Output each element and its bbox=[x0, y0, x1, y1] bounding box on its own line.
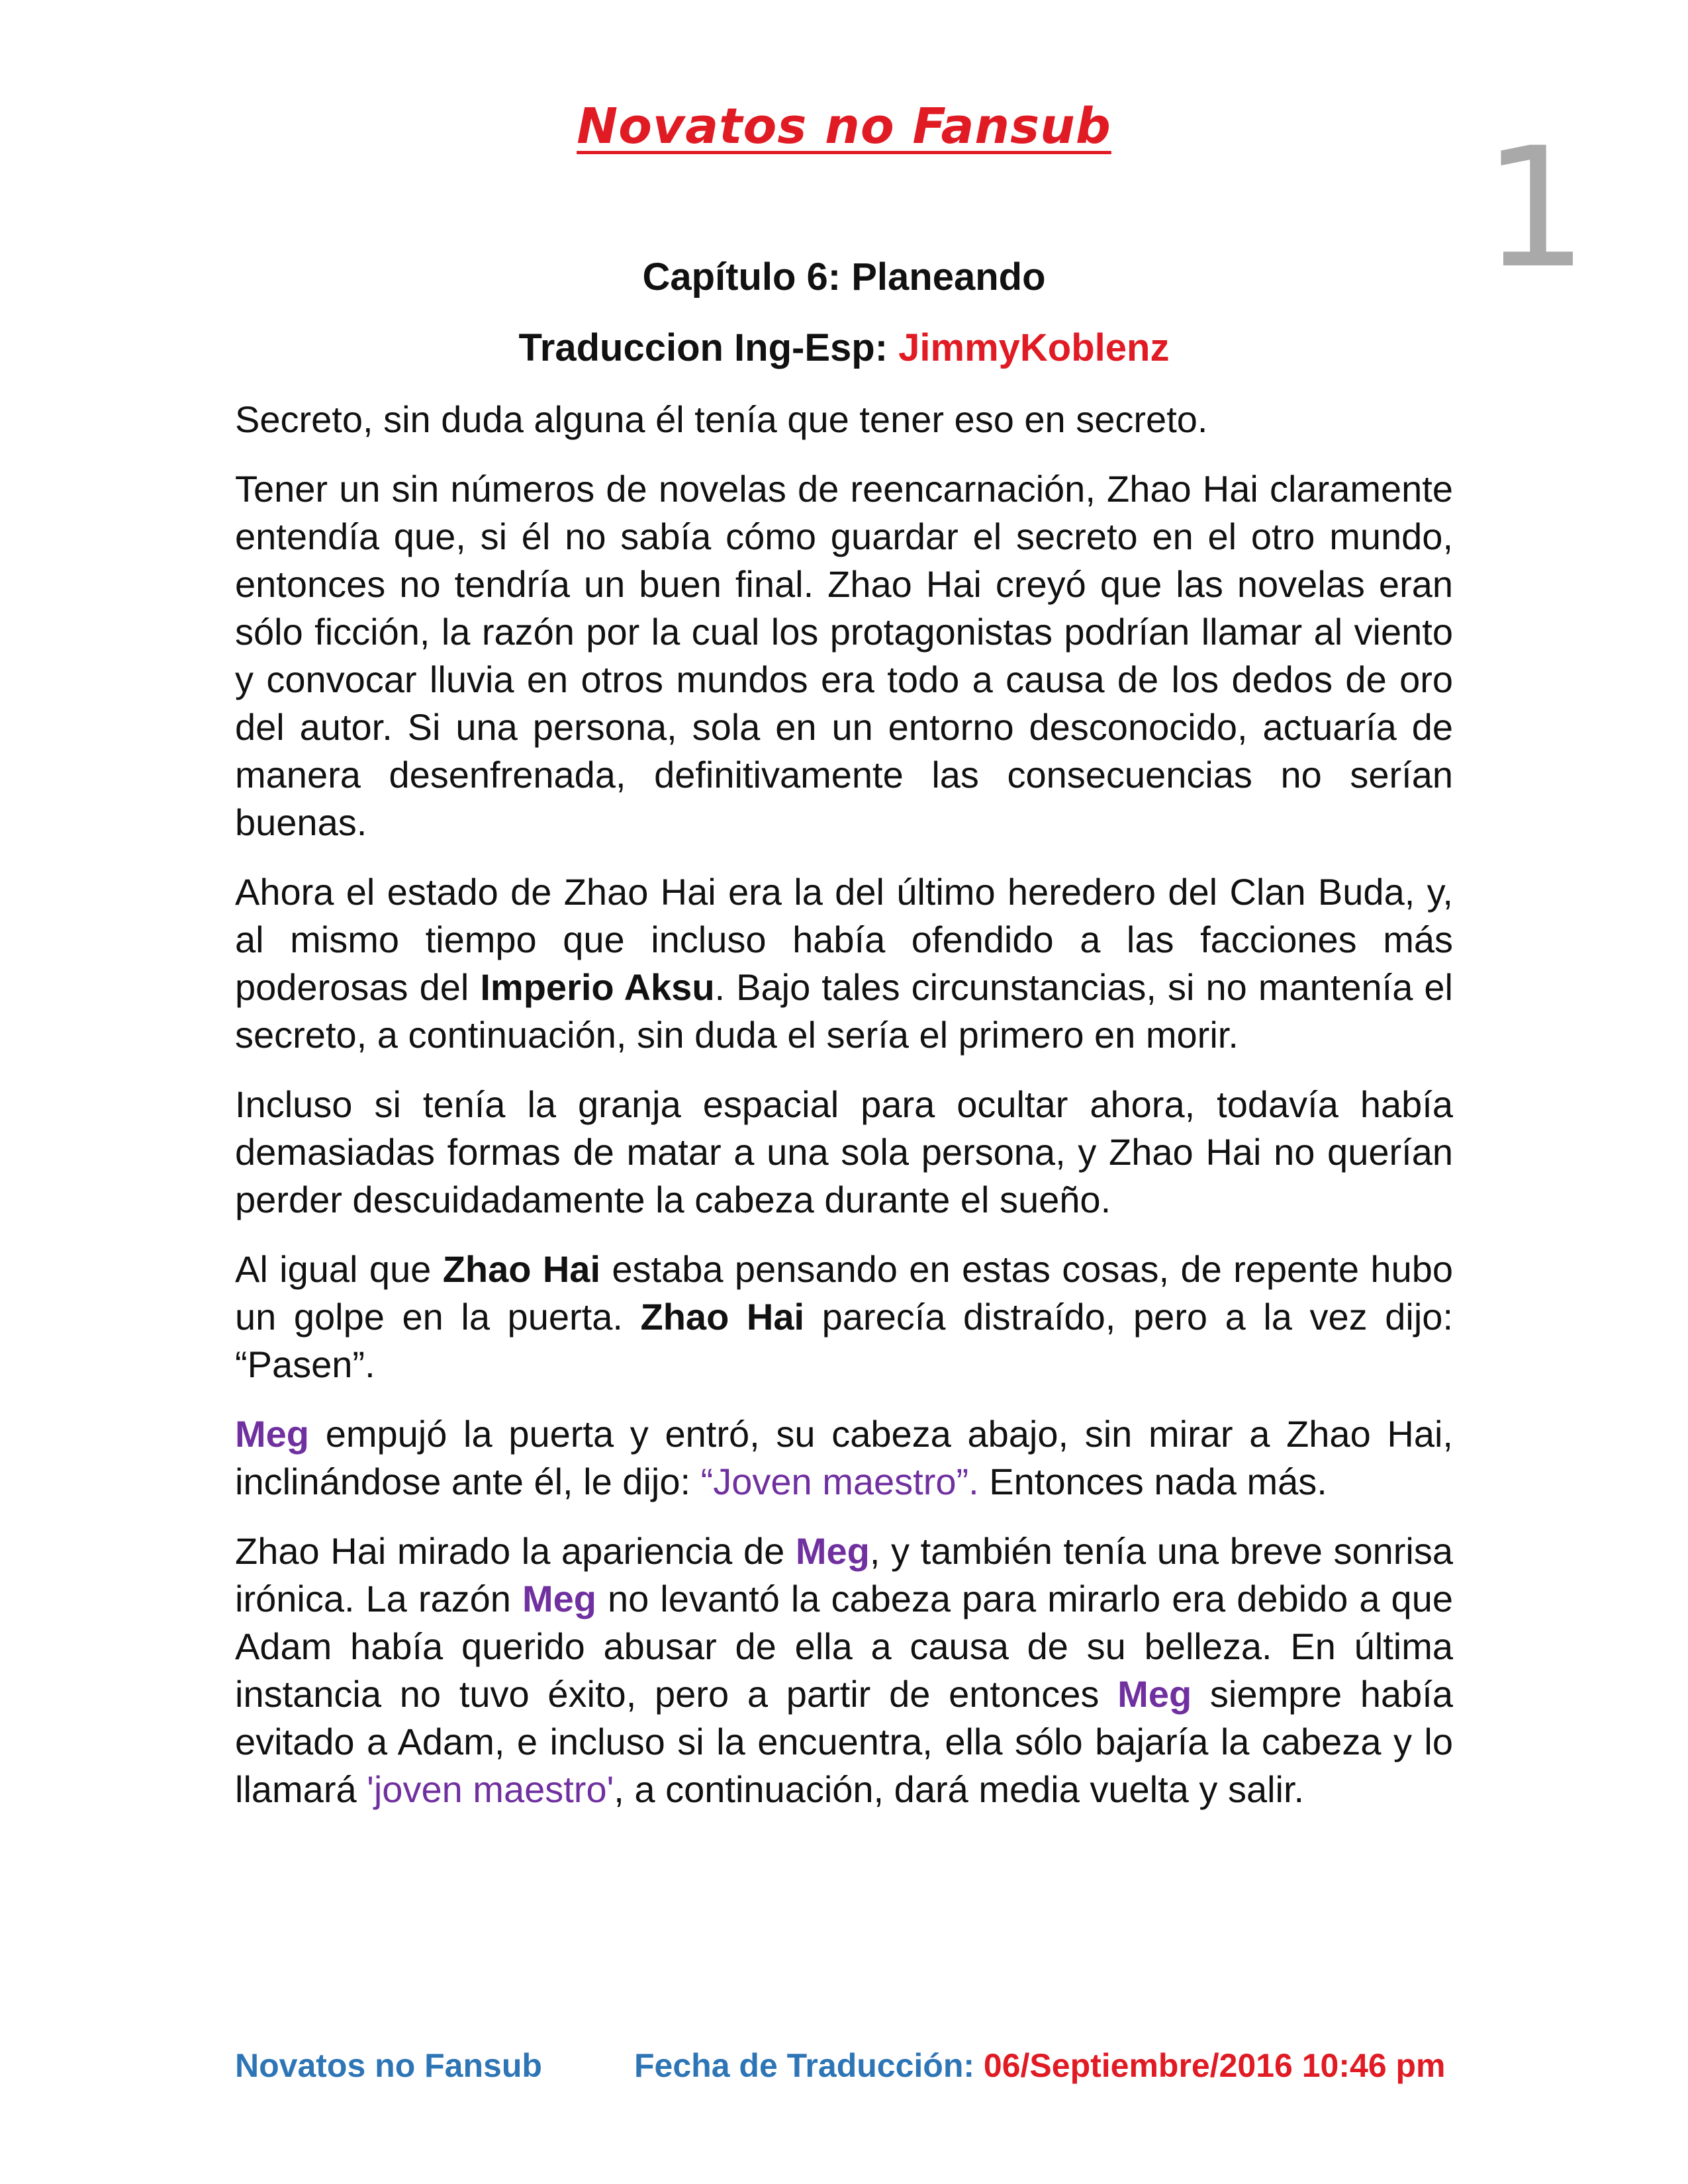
paragraph-text: estaba pensando en estas cosas, de repente hubo un golpe en la puerta. bbox=[235, 1248, 1454, 1338]
paragraph-text: Incluso si tenía la granja espacial para ocultar ahora, todavía había demasiadas formas de matar a una sola persona, y Zhao Hai no querían perder descuidadamente la cabeza durante el sueño. bbox=[235, 1083, 1453, 1220]
chapter-body bbox=[235, 396, 1453, 1835]
paragraph-1 bbox=[235, 396, 1453, 443]
translator-name: JimmyKoblenz bbox=[898, 326, 1170, 369]
character-name-meg: Meg bbox=[235, 1413, 309, 1455]
dialogue-quote: 'joven maestro' bbox=[367, 1768, 614, 1810]
translator-line bbox=[0, 326, 1688, 370]
paragraph-text: Al igual que bbox=[235, 1248, 443, 1290]
dialogue-quote: “Joven maestro”. bbox=[700, 1461, 979, 1502]
chapter-title: Capítulo 6: Planeando bbox=[642, 255, 1046, 298]
bold-name-zhao-hai: Zhao Hai bbox=[442, 1248, 600, 1290]
character-name-meg: Meg bbox=[795, 1530, 870, 1572]
header-title: Novatos no Fansub bbox=[577, 98, 1111, 155]
paragraph-text: Secreto, sin duda alguna él tenía que tener eso en secreto. bbox=[235, 398, 1208, 440]
paragraph-text: Ahora el estado de Zhao Hai era la del último heredero del Clan Buda, y, al mismo tiempo que incluso había ofendido a las facciones más poderosas del bbox=[235, 871, 1453, 1008]
paragraph-text: parecía distraído, pero a la vez dijo: “Pasen”. bbox=[235, 1296, 1454, 1385]
footer-date-label: Fecha de Traducción: bbox=[634, 2047, 984, 2084]
paragraph-6 bbox=[235, 1410, 1453, 1506]
bold-name-zhao-hai: Zhao Hai bbox=[640, 1296, 805, 1338]
paragraph-3 bbox=[235, 868, 1453, 1059]
paragraph-5 bbox=[235, 1246, 1453, 1388]
paragraph-7 bbox=[235, 1527, 1453, 1813]
footer-group-name: Novatos no Fansub bbox=[235, 2047, 542, 2084]
character-name-meg: Meg bbox=[1117, 1673, 1192, 1715]
bold-term-imperio-aksu: Imperio Aksu bbox=[480, 966, 715, 1008]
paragraph-text: Zhao Hai mirado la apariencia de bbox=[235, 1530, 796, 1572]
paragraph-text: Entonces nada más. bbox=[978, 1461, 1327, 1502]
paragraph-text: . Bajo tales circunstancias, si no mantenía el secreto, a continuación, sin duda el sería el primero en morir. bbox=[235, 966, 1453, 1056]
footer-date-value: 06/Septiembre/2016 10:46 pm bbox=[983, 2047, 1446, 2084]
paragraph-text: no levantó la cabeza para mirarlo era debido a que Adam había querido abusar de ella a causa de su belleza. En última instancia no tuvo éxito, pero a partir de entonces bbox=[235, 1578, 1453, 1715]
paragraph-2 bbox=[235, 465, 1453, 846]
page-number: 1 bbox=[1483, 112, 1589, 304]
paragraph-text: , y también tenía una breve sonrisa irónica. La razón bbox=[235, 1530, 1453, 1619]
character-name-meg: Meg bbox=[522, 1578, 596, 1619]
translator-label: Traduccion Ing-Esp: bbox=[518, 326, 899, 369]
paragraph-text: empujó la puerta y entró, su cabeza abajo, sin mirar a Zhao Hai, inclinándose ante él, le dijo: bbox=[235, 1413, 1453, 1502]
paragraph-text: , a continuación, dará media vuelta y salir. bbox=[614, 1768, 1305, 1810]
paragraph-4 bbox=[235, 1081, 1453, 1224]
paragraph-text: Tener un sin números de novelas de reencarnación, Zhao Hai claramente entendía que, si él no sabía cómo guardar el secreto en el otro mundo, entonces no tendría un buen final. Zhao Hai creyó que las novelas eran sólo ficción, la razón por la cual los protagonistas podrían llamar al viento y convocar lluvia en otros mundos era todo a causa de los dedos de oro del autor. Si una persona, sola en un entorno desconocido, actuaría de manera desenfrenada, definitivamente las consecuencias no serían buenas. bbox=[235, 468, 1453, 843]
footer-translation-date bbox=[634, 2046, 1446, 2085]
paragraph-text: siempre había evitado a Adam, e incluso si la encuentra, ella sólo bajaría la cabeza y lo llamará bbox=[235, 1673, 1453, 1810]
